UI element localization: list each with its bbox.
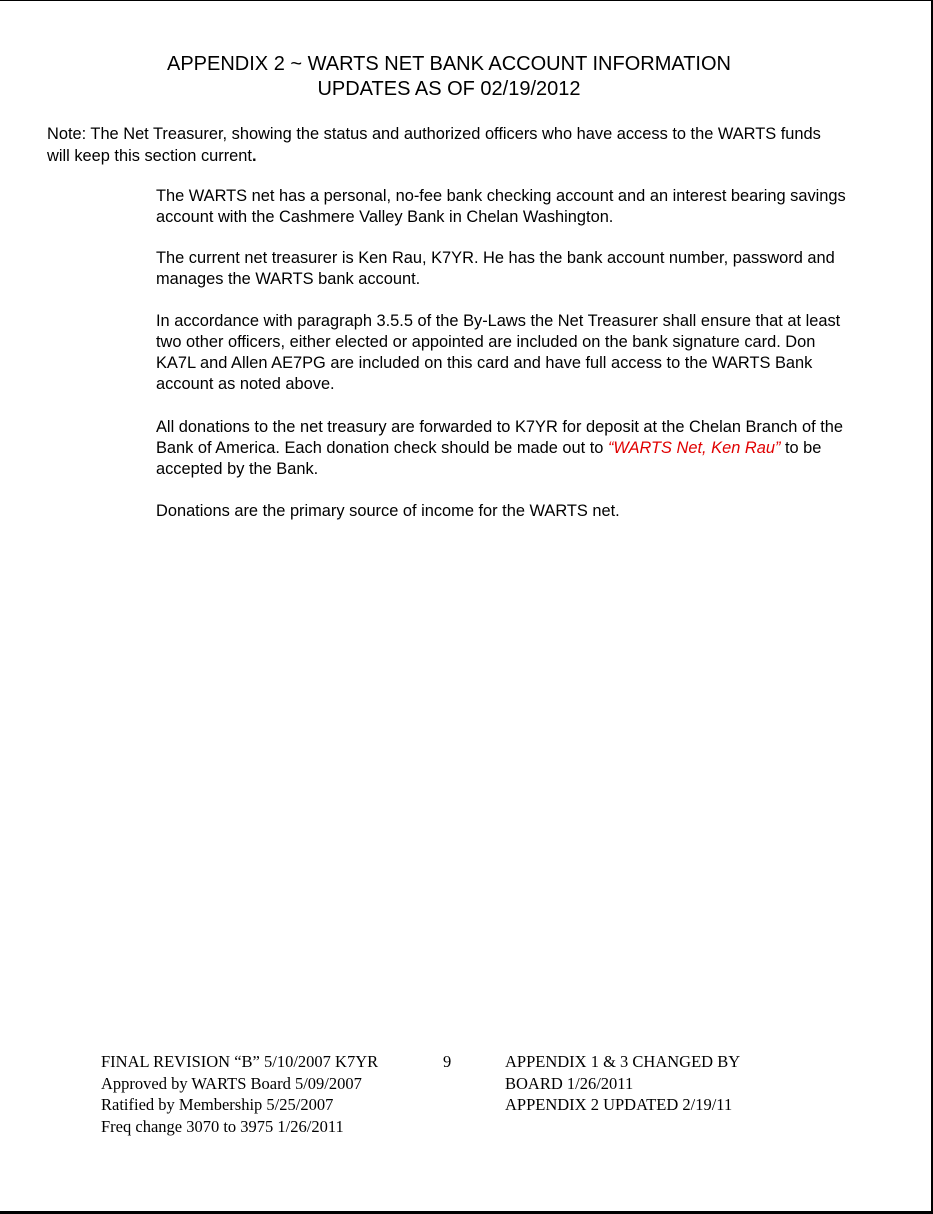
page-title [0, 52, 898, 102]
title-line-2: UPDATES AS OF 02/19/2012 [317, 78, 581, 100]
title-line-1: APPENDIX 2 ~ WARTS NET BANK ACCOUNT INFORMATION [167, 53, 731, 75]
paragraph-donations [156, 417, 856, 480]
footer-revision: FINAL REVISION “B” 5/10/2007 K7YR [101, 1052, 379, 1071]
note-end: . [251, 147, 257, 165]
donations-text: All donations to the net treasury are forwarded to K7YR for deposit at the Chelan Branch of the Bank of America. Each donation check should be made out to [156, 418, 843, 457]
footer-revision-info [101, 1051, 378, 1137]
page-number: 9 [443, 1052, 452, 1071]
paragraph-treasurer: The current net treasurer is Ken Rau, K7YR. He has the bank account number, password and manages the WARTS bank account. [156, 249, 835, 288]
footer-appendix-changed: APPENDIX 1 & 3 CHANGED BY [505, 1052, 741, 1071]
footer-freq-change: Freq change 3070 to 3975 1/26/2011 [101, 1116, 344, 1136]
footer-appendix-info [505, 1051, 740, 1116]
footer-appendix-updated: APPENDIX 2 UPDATED 2/19/11 [505, 1095, 733, 1114]
page-top-border [0, 0, 933, 1]
paragraph-bank-accounts: The WARTS net has a personal, no-fee bank checking account and an interest bearing savings account with the Cashmere Valley Bank in Chelan Washington. [156, 187, 846, 226]
paragraph-signature-card: In accordance with paragraph 3.5.5 of the By-Laws the Net Treasurer shall ensure that at least two other officers, either elected or appointed are included on the bank signature card. Don KA7L and Allen AE7PG are included on this card and have full access to the WARTS Bank account as noted above. [156, 312, 841, 393]
treasurer-note [47, 123, 847, 167]
donations-text-end: to be accepted by the Bank. [156, 439, 822, 478]
paragraph-income: Donations are the primary source of income for the WARTS net. [156, 502, 620, 520]
footer-board-date: BOARD 1/26/2011 [505, 1073, 634, 1093]
footer-ratified: Ratified by Membership 5/25/2007 [101, 1095, 334, 1114]
payee-name: “WARTS Net, Ken Rau” [607, 439, 781, 457]
footer-approved: Approved by WARTS Board 5/09/2007 [101, 1073, 362, 1093]
note-text: Note: The Net Treasurer, showing the status and authorized officers who have access to the WARTS funds will keep this section current [47, 125, 821, 165]
